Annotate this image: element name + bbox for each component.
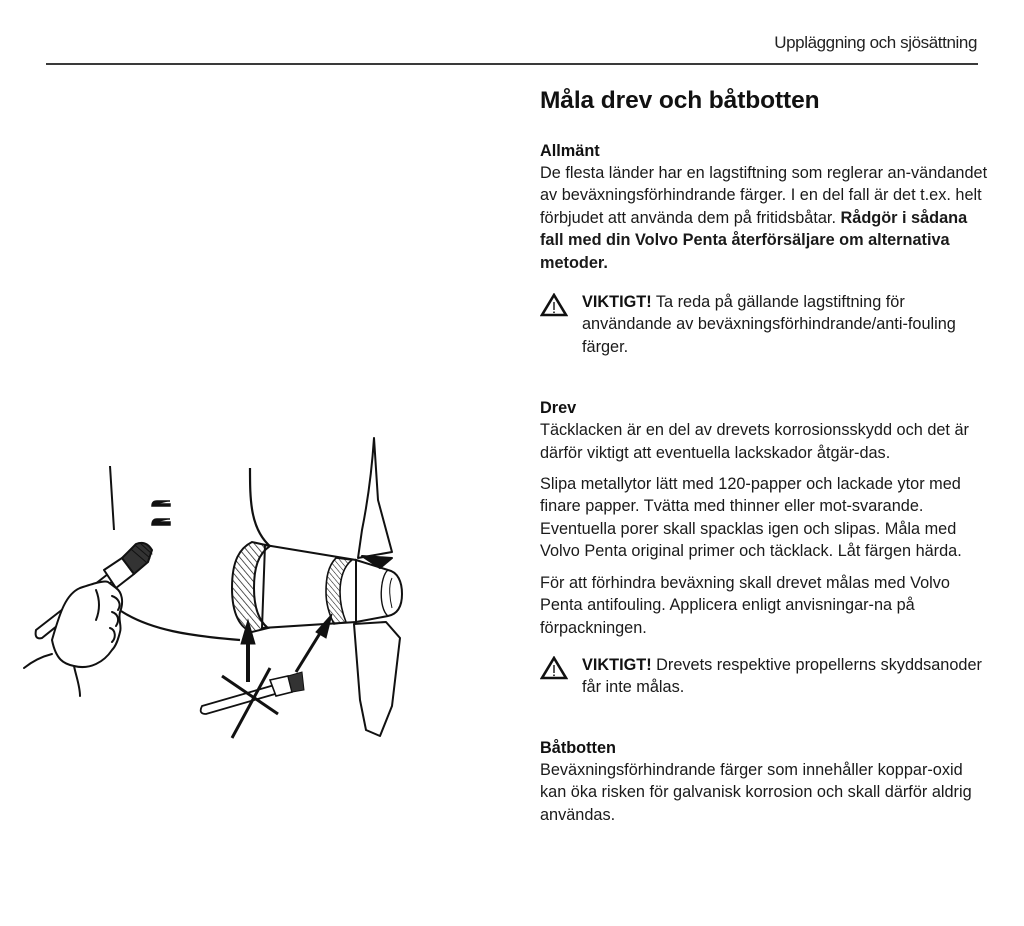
warning-note	[540, 654, 990, 699]
page-title: Måla drev och båtbotten	[540, 87, 820, 114]
section-body: Beväxningsförhindrande färger som innehåller koppar-oxid kan öka risken för galvanisk korrosion och skall därför aldrig användas.	[540, 760, 972, 824]
body-emphasis: Rådgör i sådana fall med din Volvo Penta återförsäljare om alternativa metoder.	[540, 208, 968, 272]
section-paragraph: Täcklacken är en del av drevets korrosionsskydd och det är därför viktigt att eventuella lackskador åtgär-das.	[540, 421, 969, 462]
warning-text: Drevets respektive propellerns skyddsanoder får inte målas.	[582, 655, 982, 697]
section-drev	[540, 397, 990, 698]
section-paragraph: För att förhindra beväxning skall drevet målas med Volvo Penta antifouling. Applicera enligt anvisningar-na på förpackningen.	[540, 573, 950, 637]
drive-painting-illustration	[0, 420, 440, 750]
section-paragraph: Slipa metallytor lätt med 120-papper och lackade ytor med finare papper. Tvätta med thinner eller mot-svarande. Eventuella porer skall spacklas igen och slipas. Måla med Volvo Penta original primer och täcklack. Låt färgen härda.	[540, 475, 962, 561]
running-header: Uppläggning och sjösättning	[774, 33, 977, 52]
section-body	[540, 162, 990, 274]
warning-triangle-icon	[540, 293, 568, 317]
section-batbotten	[540, 737, 990, 826]
warning-label: VIKTIGT!	[582, 293, 652, 312]
header-divider	[46, 63, 978, 65]
section-heading: Båtbotten	[540, 738, 616, 757]
warning-text: Ta reda på gällande lagstiftning för användande av beväxningsförhindrande/anti-fouling färger.	[582, 293, 956, 356]
warning-note	[540, 291, 990, 358]
no-paint-brush-icon	[201, 668, 304, 738]
section-allmant	[540, 140, 990, 358]
section-heading: Drev	[540, 399, 577, 418]
hand-with-brush	[24, 543, 152, 696]
warning-label: VIKTIGT!	[582, 655, 652, 674]
paint-marks-icon	[152, 501, 170, 525]
warning-triangle-icon	[540, 656, 568, 680]
body-text: De flesta länder har en lagstiftning som reglerar an-vändandet av beväxningsförhindrande färger. I en del fall är det t.ex. helt förbjudet att använda dem på fritidsbåtar.	[540, 164, 988, 227]
content-column	[540, 84, 990, 826]
section-heading: Allmänt	[540, 142, 600, 160]
